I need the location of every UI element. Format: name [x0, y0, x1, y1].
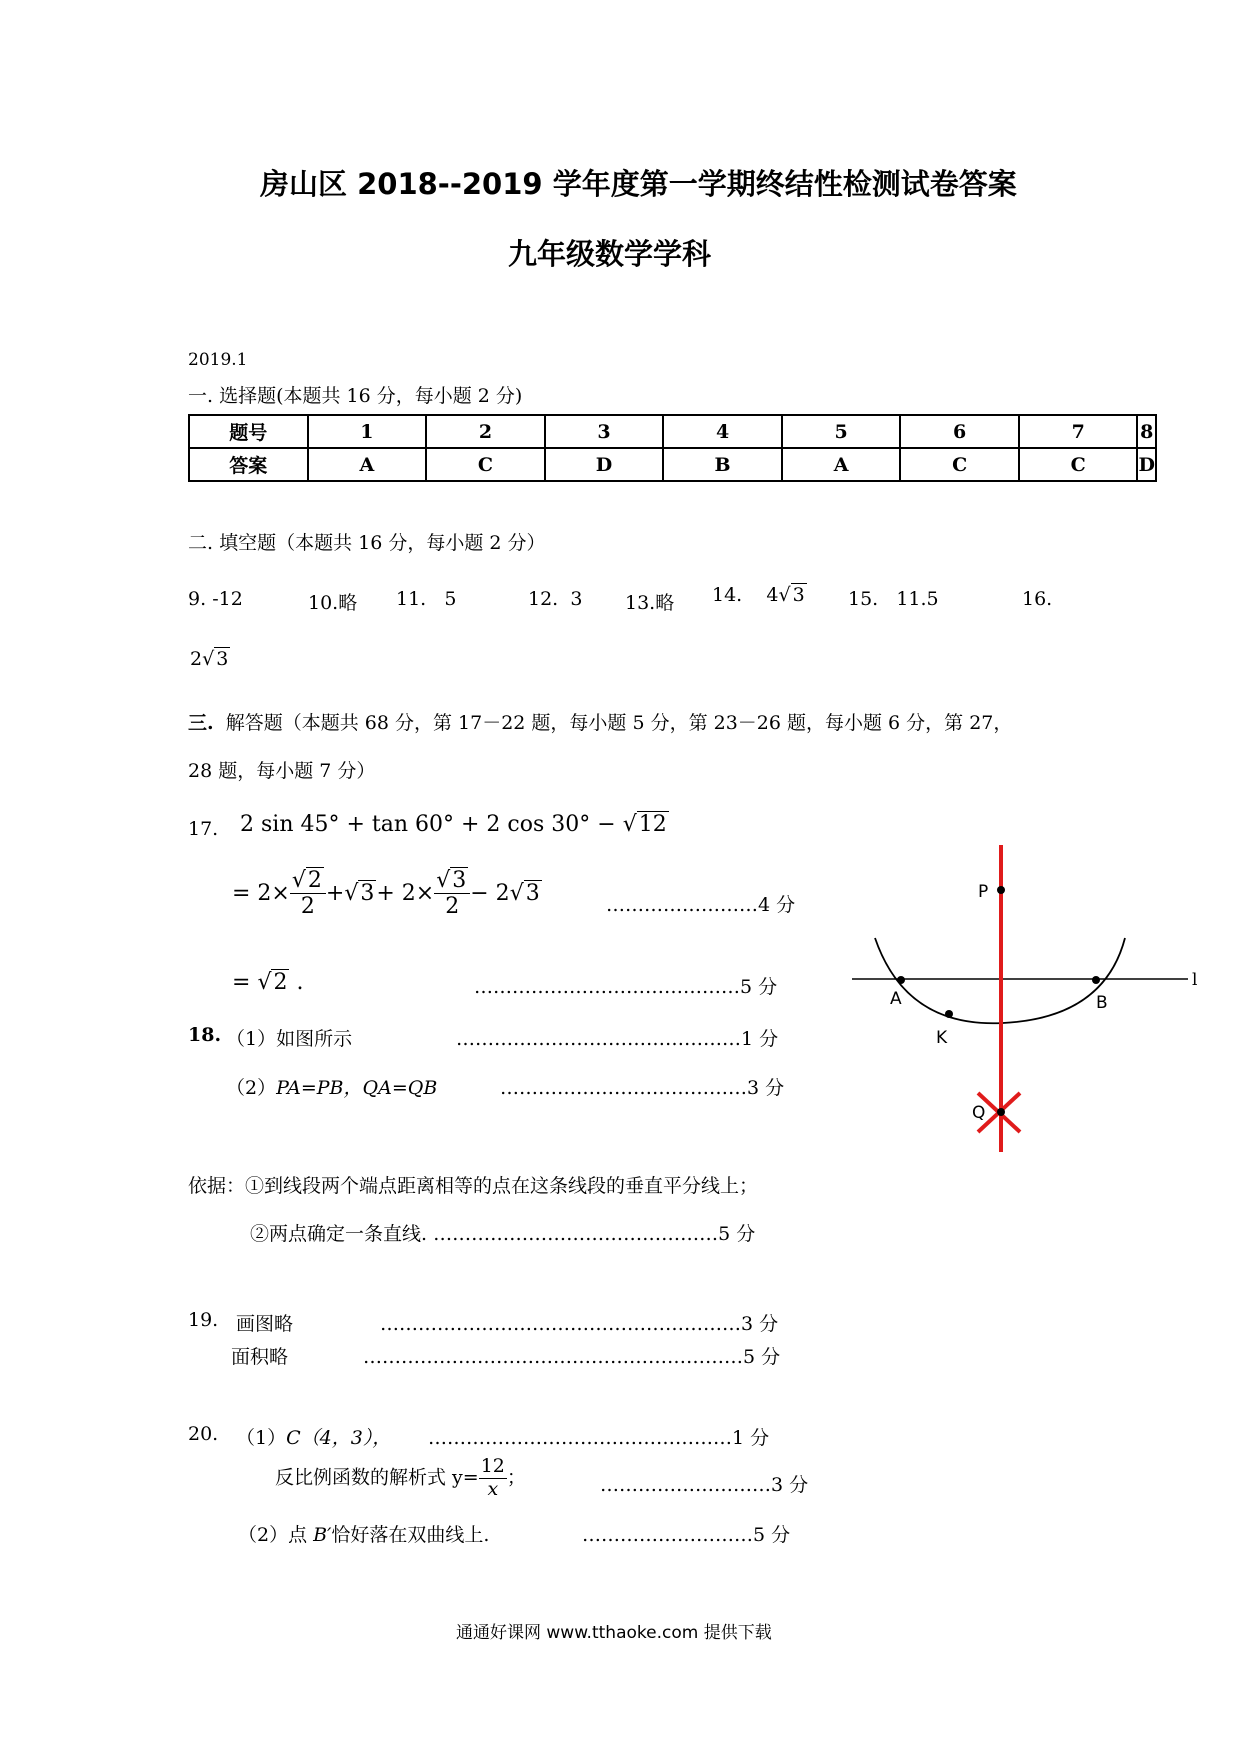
- table-row-answers: [189, 448, 1156, 481]
- perpendicular-bisector-figure: [840, 840, 1210, 1170]
- table-cell: D: [1137, 448, 1156, 481]
- q19-line2-score: ……………………………………………………5 分: [363, 1346, 781, 1368]
- q20-number: 20.: [188, 1423, 219, 1445]
- row-label-answer: 答案: [189, 448, 308, 481]
- fill-item-16-answer: 2√ 3: [190, 648, 229, 670]
- q17-number: 17.: [188, 818, 219, 840]
- table-cell: C: [426, 448, 545, 481]
- table-cell: 3: [545, 415, 664, 448]
- page-footer: 通通好课网 www.tthaoke.com 提供下载: [456, 1623, 772, 1643]
- table-cell: 8: [1137, 415, 1156, 448]
- table-cell: A: [308, 448, 427, 481]
- fill-item-14: 14. 4√ 3: [712, 584, 805, 606]
- q18-number: 18.: [188, 1024, 222, 1046]
- section2-heading: 二. 填空题（本题共 16 分，每小题 2 分）: [188, 532, 546, 554]
- label-l: l: [1192, 970, 1198, 990]
- section3-heading-line2: 28 题，每小题 7 分）: [188, 760, 376, 782]
- q18-basis-line2: ②两点确定一条直线. ………………………………………5 分: [250, 1223, 756, 1245]
- table-cell: 7: [1019, 415, 1138, 448]
- section1-heading: 一. 选择题(本题共 16 分，每小题 2 分): [188, 385, 523, 407]
- q17-step2-score: ……………………………………5 分: [474, 976, 778, 998]
- table-cell: C: [1019, 448, 1138, 481]
- q19-line1-score: …………………………………………………3 分: [380, 1313, 779, 1335]
- q19-line2: 面积略: [231, 1346, 289, 1368]
- fill-item-12: 12. 3: [528, 588, 583, 610]
- table-cell: 1: [308, 415, 427, 448]
- point-a: [897, 976, 905, 984]
- fill-item-15: 15. 11.5: [848, 588, 939, 610]
- sqrt-sign-icon: √: [778, 584, 791, 606]
- table-row-numbers: [189, 415, 1156, 448]
- q18-part2-score: …………………………………3 分: [500, 1077, 785, 1099]
- q17-step1: = 2× $\frac{√2}{2}$ +√3+ 2× $\frac{√3}{2}$ − 2√3: [232, 868, 540, 920]
- q20-part1b: 反比例函数的解析式 y= $\frac{12}{x}$ ；: [275, 1455, 526, 1500]
- answer-table: [188, 414, 1157, 482]
- sqrt-sign-icon: √: [622, 812, 637, 837]
- table-cell: 2: [426, 415, 545, 448]
- q20-part1-score: …………………………………………1 分: [428, 1427, 770, 1449]
- label-p: P: [978, 882, 989, 902]
- fill-item-13: 13.略: [625, 592, 675, 614]
- q20-part2-score: ………………………5 分: [582, 1524, 791, 1546]
- q17-step1-score: ……………………4 分: [606, 894, 796, 916]
- label-b: B: [1096, 993, 1108, 1013]
- label-a: A: [890, 989, 902, 1009]
- q17-expression: 2 sin 45° + tan 60° + 2 cos 30° − √12: [240, 812, 667, 837]
- date-label: 2019.1: [188, 350, 248, 370]
- q20-part2: （2）点 B′恰好落在双曲线上.: [238, 1524, 490, 1546]
- table-cell: 5: [782, 415, 901, 448]
- q18-part1-score: ………………………………………1 分: [456, 1028, 779, 1050]
- point-b: [1092, 976, 1100, 984]
- q18-part1: （1）如图所示: [226, 1028, 353, 1050]
- table-cell: C: [900, 448, 1019, 481]
- page-title: 房山区 2018--2019 学年度第一学期终结性检测试卷答案: [260, 167, 1017, 201]
- sqrt-sign-icon: √: [202, 648, 215, 670]
- fill-item-9: 9. -12: [188, 588, 243, 610]
- fill-item-16-num: 16.: [1022, 588, 1053, 610]
- q18-part2: （2）PA=PB，QA=QB: [226, 1077, 438, 1099]
- table-cell: A: [782, 448, 901, 481]
- q19-number: 19.: [188, 1309, 219, 1331]
- q19-line1: 画图略: [236, 1313, 294, 1335]
- section3-heading-line1: 三. 解答题（本题共 68 分，第 17－22 题，每小题 5 分，第 23－26 题，每小题 6 分，第 27，: [188, 712, 1013, 734]
- table-cell: B: [663, 448, 782, 481]
- fill-item-10: 10.略: [308, 592, 358, 614]
- table-cell: 6: [900, 415, 1019, 448]
- label-k: K: [936, 1028, 948, 1048]
- q17-step2: = √2 .: [232, 970, 304, 995]
- page-subtitle: 九年级数学学科: [508, 237, 712, 271]
- point-q: [997, 1108, 1005, 1116]
- row-label-number: 题号: [189, 415, 308, 448]
- point-k: [945, 1010, 953, 1018]
- point-p: [997, 886, 1005, 894]
- q20-part1b-score: ………………………3 分: [600, 1474, 809, 1496]
- label-q: Q: [972, 1103, 986, 1123]
- q20-part1: （1）C（4，3），: [236, 1427, 392, 1449]
- fill-item-11: 11. 5: [396, 588, 457, 610]
- q18-basis-line1: 依据：①到线段两个端点距离相等的点在这条线段的垂直平分线上；: [188, 1175, 759, 1197]
- table-cell: D: [545, 448, 664, 481]
- table-cell: 4: [663, 415, 782, 448]
